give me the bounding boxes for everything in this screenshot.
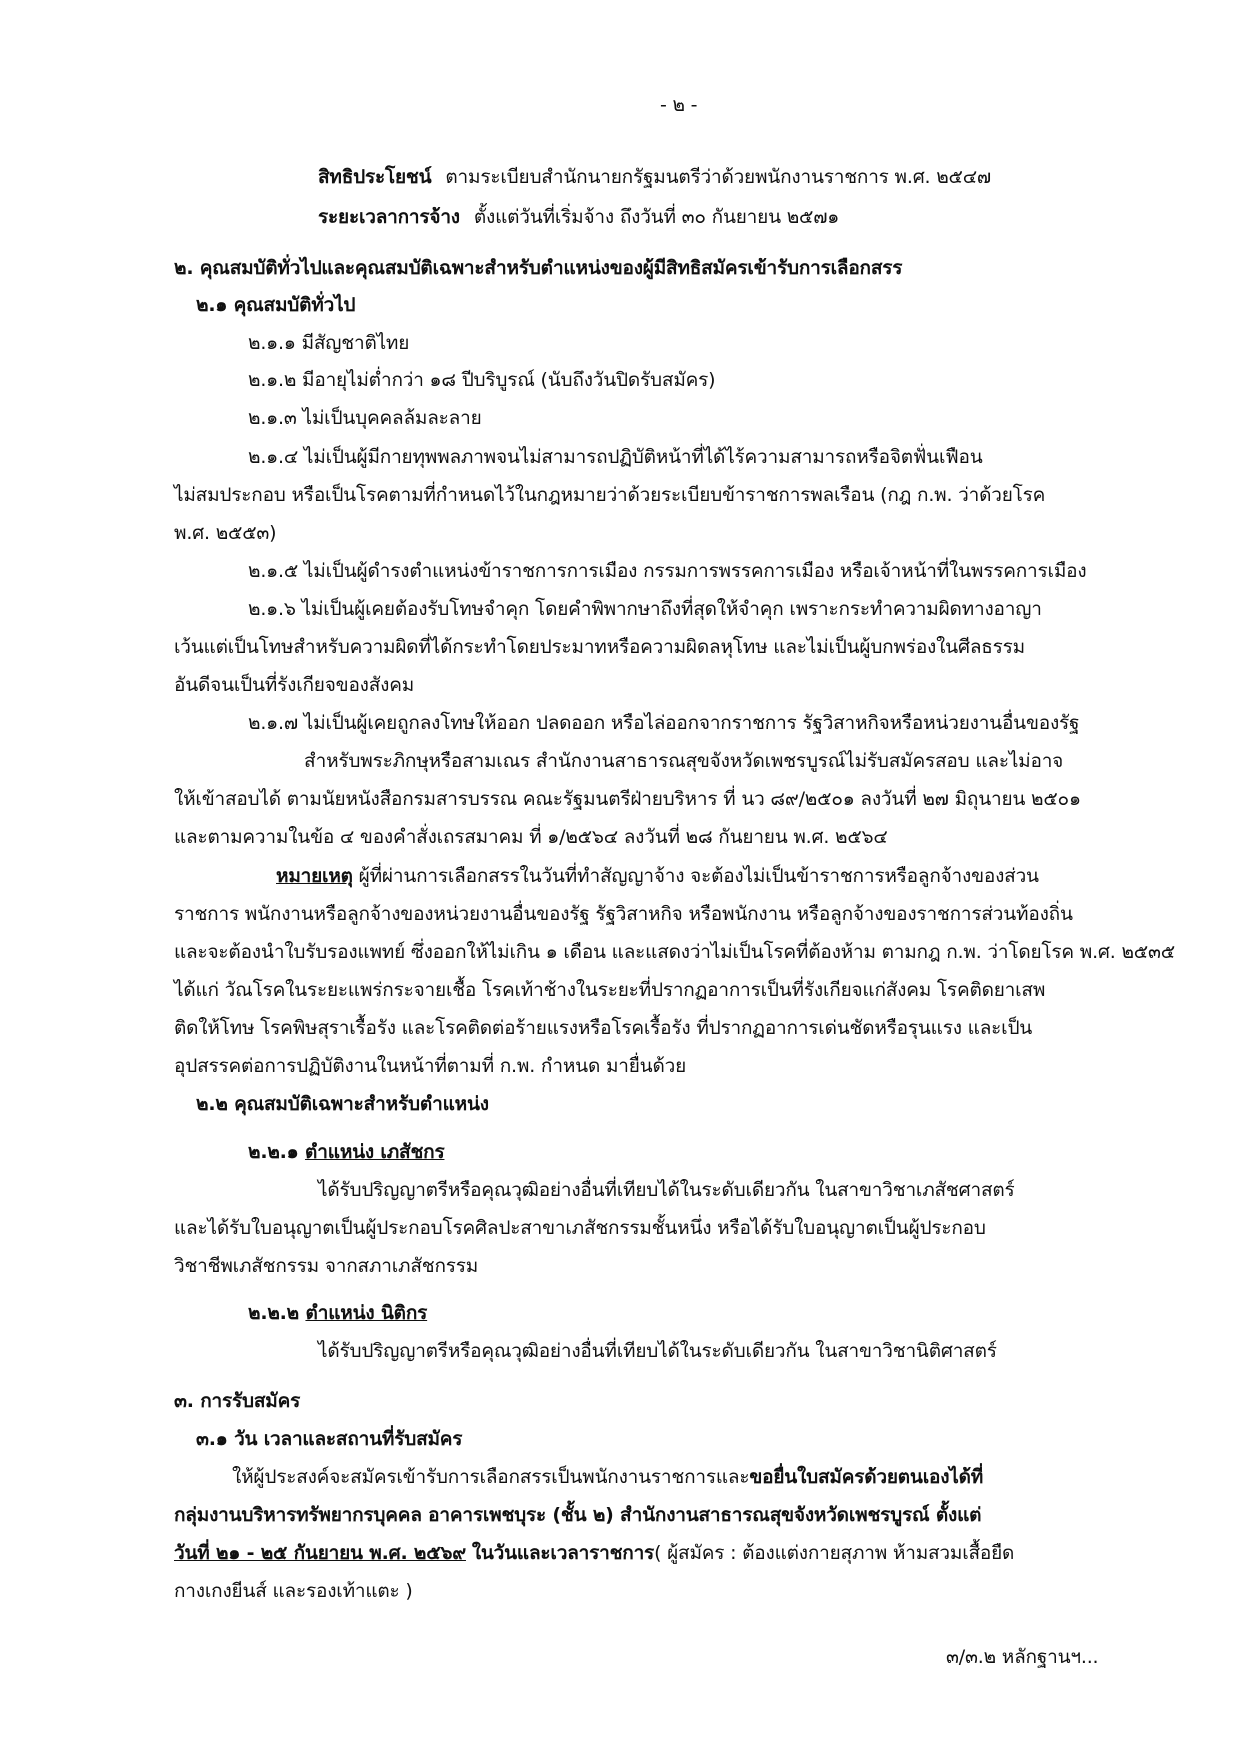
benefits-text: ตามระเบียบสำนักนายกรัฐมนตรีว่าด้วยพนักงานราชการ พ.ศ. ๒๕๔๗ bbox=[445, 166, 992, 188]
note-line-1 bbox=[276, 863, 1039, 889]
application-line-1 bbox=[232, 1464, 983, 1490]
section-2-1-title: ๒.๑ คุณสมบัติทั่วไป bbox=[196, 294, 356, 316]
section-3-1-title: ๓.๑ วัน เวลาและสถานที่รับสมัคร bbox=[196, 1428, 463, 1450]
item-2-1-2: ๒.๑.๒ มีอายุไม่ต่ำกว่า ๑๘ ปีบริบูรณ์ (นับถึงวันปิดรับสมัคร) bbox=[248, 369, 716, 391]
position-pharmacist-number: ๒.๒.๑ bbox=[248, 1141, 299, 1163]
application-intro: ให้ผู้ประสงค์จะสมัครเข้ารับการเลือกสรรเป็นพนักงานราชการและ bbox=[232, 1466, 750, 1488]
item-2-1-4-cont-1: ไม่สมประกอบ หรือเป็นโรคตามที่กำหนดไว้ในกฎหมายว่าด้วยระเบียบข้าราชการพลเรือน (กฎ ก.พ. ว่าด้วยโรค bbox=[174, 484, 1046, 506]
period-text: ตั้งแต่วันที่เริ่มจ้าง ถึงวันที่ ๓๐ กันยายน ๒๕๗๑ bbox=[473, 206, 840, 228]
item-2-1-7: ๒.๑.๗ ไม่เป็นผู้เคยถูกลงโทษให้ออก ปลดออก หรือไล่ออกจากราชการ รัฐวิสาหกิจหรือหน่วยงานอื่นของรัฐ bbox=[248, 712, 1080, 734]
item-2-1-4-cont-2: พ.ศ. ๒๕๕๓) bbox=[174, 522, 277, 544]
monk-paragraph-1: สำหรับพระภิกษุหรือสามเณร สำนักงานสาธารณสุขจังหวัดเพชรบูรณ์ไม่รับสมัครสอบ และไม่อาจ bbox=[304, 750, 1064, 772]
item-2-1-6-cont-1: เว้นแต่เป็นโทษสำหรับความผิดที่ได้กระทำโดยประมาทหรือความผิดลหุโทษ และไม่เป็นผู้บกพร่องในศีลธรรม bbox=[174, 636, 1026, 658]
continuation-footer: ๓/๓.๒ หลักฐานฯ... bbox=[946, 1646, 1099, 1668]
legal-req-1: ได้รับปริญญาตรีหรือคุณวุฒิอย่างอื่นที่เทียบได้ในระดับเดียวกัน ในสาขาวิชานิติศาสตร์ bbox=[318, 1340, 997, 1362]
note-line-6: อุปสรรคต่อการปฏิบัติงานในหน้าที่ตามที่ ก.พ. กำหนด มายื่นด้วย bbox=[174, 1055, 687, 1077]
period-label: ระยะเวลาการจ้าง bbox=[318, 206, 460, 228]
pharmacist-req-3: วิชาชีพเภสัชกรรม จากสภาเภสัชกรรม bbox=[174, 1255, 479, 1277]
application-line-4: กางเกงยีนส์ และรองเท้าแตะ ) bbox=[174, 1580, 413, 1602]
item-2-1-6-cont-2: อันดีจนเป็นที่รังเกียจของสังคม bbox=[174, 674, 415, 696]
note-text: ผู้ที่ผ่านการเลือกสรรในวันที่ทำสัญญาจ้าง จะต้องไม่เป็นข้าราชการหรือลูกจ้างของส่วน bbox=[358, 865, 1039, 887]
period-line bbox=[318, 204, 839, 230]
section-2-2-title: ๒.๒ คุณสมบัติเฉพาะสำหรับตำแหน่ง bbox=[196, 1093, 489, 1115]
section-3-title: ๓. การรับสมัคร bbox=[174, 1390, 301, 1412]
monk-paragraph-2: ให้เข้าสอบได้ ตามนัยหนังสือกรมสารบรรณ คณะรัฐมนตรีฝ่ายบริหาร ที่ นว ๘๙/๒๕๐๑ ลงวันที่ ๒๗ มิถุนายน ๒๕๐๑ bbox=[174, 788, 1081, 810]
application-line-3 bbox=[174, 1540, 1014, 1566]
pharmacist-req-2: และได้รับใบอนุญาตเป็นผู้ประกอบโรคศิลปะสาขาเภสัชกรรมชั้นหนึ่ง หรือได้รับใบอนุญาตเป็นผู้ประกอบ bbox=[174, 1217, 986, 1239]
page-number: - ๒ - bbox=[660, 94, 698, 116]
monk-paragraph-3: และตามความในข้อ ๔ ของคำสั่งเถรสมาคม ที่ ๑/๒๕๖๔ ลงวันที่ ๒๘ กันยายน พ.ศ. ๒๕๖๔ bbox=[174, 826, 888, 848]
item-2-1-4: ๒.๑.๔ ไม่เป็นผู้มีกายทุพพลภาพจนไม่สามารถปฏิบัติหน้าที่ได้ไร้ความสามารถหรือจิตฟั่นเฟือน bbox=[248, 446, 983, 468]
benefits-label: สิทธิประโยชน์ bbox=[318, 166, 432, 188]
position-legal-title: ตำแหน่ง นิติกร bbox=[305, 1302, 428, 1324]
note-line-3: และจะต้องนำใบรับรองแพทย์ ซึ่งออกให้ไม่เกิน ๑ เดือน และแสดงว่าไม่เป็นโรคที่ต้องห้าม ตามกฎ ก.พ. ว่าโดยโรค พ.ศ. ๒๕๓๕ bbox=[174, 941, 1175, 963]
application-dress-code: ( ผู้สมัคร : ต้องแต่งกายสุภาพ ห้ามสวมเสื้อยืด bbox=[654, 1542, 1015, 1564]
position-legal-number: ๒.๒.๒ bbox=[248, 1302, 300, 1324]
note-label: หมายเหตุ bbox=[276, 865, 353, 887]
application-hours: ในวันและเวลาราชการ bbox=[471, 1542, 655, 1564]
position-pharmacist-heading bbox=[248, 1139, 444, 1165]
application-date: วันที่ ๒๑ - ๒๕ กันยายน พ.ศ. ๒๕๖๙ bbox=[174, 1542, 466, 1564]
note-line-5: ติดให้โทษ โรคพิษสุราเรื้อรัง และโรคติดต่อร้ายแรงหรือโรคเรื้อรัง ที่ปรากฏอาการเด่นชัดหรือรุนแรง และเป็น bbox=[174, 1017, 1033, 1039]
benefits-line bbox=[318, 164, 991, 190]
note-line-2: ราชการ พนักงานหรือลูกจ้างของหน่วยงานอื่นของรัฐ รัฐวิสาหกิจ หรือพนักงาน หรือลูกจ้างของราชการส่วนท้องถิ่น bbox=[174, 903, 1073, 925]
pharmacist-req-1: ได้รับปริญญาตรีหรือคุณวุฒิอย่างอื่นที่เทียบได้ในระดับเดียวกัน ในสาขาวิชาเภสัชศาสตร์ bbox=[318, 1179, 1015, 1201]
section-2-title: ๒. คุณสมบัติทั่วไปและคุณสมบัติเฉพาะสำหรับตำแหน่งของผู้มีสิทธิสมัครเข้ารับการเลือกสรร bbox=[174, 257, 903, 279]
position-legal-heading bbox=[248, 1300, 427, 1326]
item-2-1-1: ๒.๑.๑ มีสัญชาติไทย bbox=[248, 332, 410, 354]
item-2-1-5: ๒.๑.๕ ไม่เป็นผู้ดำรงตำแหน่งข้าราชการการเมือง กรรมการพรรคการเมือง หรือเจ้าหน้าที่ในพรรคการเมือง bbox=[248, 560, 1087, 582]
position-pharmacist-title: ตำแหน่ง เภสัชกร bbox=[304, 1141, 445, 1163]
application-intro-bold: ขอยื่นใบสมัครด้วยตนเองได้ที่ bbox=[749, 1466, 984, 1488]
application-line-2: กลุ่มงานบริหารทรัพยากรบุคคล อาคารเพชบุระ (ชั้น ๒) สำนักงานสาธารณสุขจังหวัดเพชรบูรณ์ ตั้งแต่ bbox=[174, 1504, 982, 1526]
item-2-1-6: ๒.๑.๖ ไม่เป็นผู้เคยต้องรับโทษจำคุก โดยคำพิพากษาถึงที่สุดให้จำคุก เพราะกระทำความผิดทางอาญา bbox=[248, 598, 1042, 620]
item-2-1-3: ๒.๑.๓ ไม่เป็นบุคคลล้มละลาย bbox=[248, 407, 482, 429]
note-line-4: ได้แก่ วัณโรคในระยะแพร่กระจายเชื้อ โรคเท้าช้างในระยะที่ปรากฏอาการเป็นที่รังเกียจแก่สังคม โรคติดยาเสพ bbox=[174, 979, 1046, 1001]
